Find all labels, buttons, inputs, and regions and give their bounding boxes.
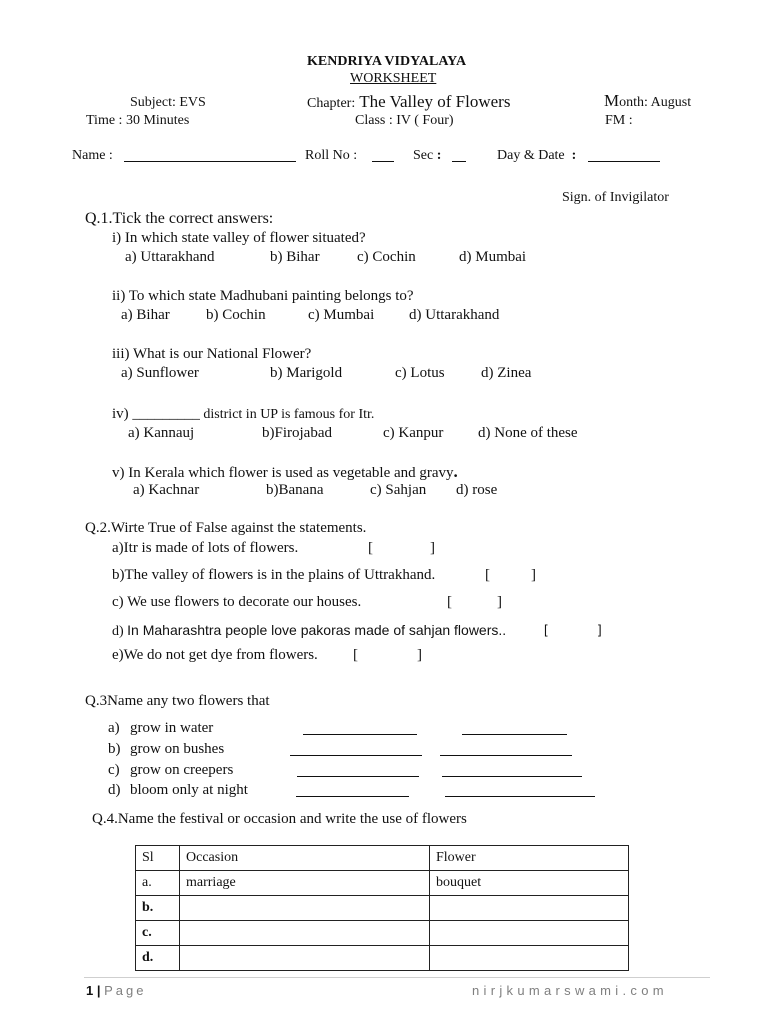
q3-item-text: bloom only at night [130, 782, 248, 798]
table-row [136, 896, 629, 921]
table-cell-flower[interactable] [430, 946, 629, 971]
q2-statement: b)The valley of flowers is in the plains of Uttrakhand. [112, 567, 436, 583]
q3-answer-blank[interactable] [297, 764, 419, 777]
q3-answer-blank[interactable] [445, 784, 595, 797]
table-cell-sl: d. [136, 946, 180, 971]
sec-field[interactable] [452, 148, 466, 162]
table-cell-flower[interactable]: bouquet [430, 871, 629, 896]
q2-bracket-close: ] [598, 622, 602, 637]
q1-question-text: v) In Kerala which flower is used as vegetable and gravy [112, 465, 454, 481]
q3-item-text: grow on creepers [130, 762, 234, 778]
q2-statement-label: d) [112, 624, 128, 639]
q2-bracket-open: [ [353, 647, 358, 663]
q3-answer-blank[interactable] [442, 764, 582, 777]
q1-option[interactable]: d) Uttarakhand [409, 307, 500, 323]
roll-label: Roll No : [305, 148, 358, 163]
q2-answer-box[interactable] [378, 540, 430, 558]
q1-question-rest: district in UP is famous for Itr. [199, 407, 375, 422]
subject: Subject: EVS [130, 95, 206, 110]
roll-field[interactable] [372, 148, 394, 162]
name-field[interactable] [124, 148, 296, 162]
q1-question [112, 405, 374, 423]
q1-option[interactable]: d) rose [456, 482, 498, 498]
worksheet-title: WORKSHEET [350, 71, 437, 86]
page-footer [86, 983, 146, 998]
q1-option[interactable]: b) Cochin [206, 307, 266, 323]
q2-heading: Q.2.Wirte True of False against the statements. [85, 520, 367, 536]
q2-bracket-close: ] [417, 647, 422, 663]
q1-heading: Q.1.Tick the correct answers: [85, 210, 274, 227]
day-date-label [497, 148, 576, 164]
q4-heading: Q.4.Name the festival or occasion and write the use of flowers [92, 811, 467, 827]
table-cell-sl: b. [136, 896, 180, 921]
q1-option[interactable]: a) Kachnar [133, 482, 200, 498]
q3-answer-blank[interactable] [462, 722, 567, 735]
q1-option[interactable]: a) Sunflower [121, 365, 199, 381]
q2-bracket-open: [ [447, 594, 452, 610]
sec-label [413, 148, 441, 164]
q3-heading: Q.3Name any two flowers that [85, 693, 270, 709]
table-cell-occasion[interactable] [180, 921, 430, 946]
q1-option[interactable]: b)Firojabad [262, 425, 332, 441]
chapter [307, 92, 510, 112]
table-cell-occasion[interactable] [180, 896, 430, 921]
q3-item-label: c) [108, 762, 120, 778]
q1-question-prefix: iv) _________ [112, 406, 200, 422]
q2-statement: e)We do not get dye from flowers. [112, 647, 318, 663]
q3-item-label: a) [108, 720, 120, 736]
q1-option[interactable]: b) Bihar [270, 249, 320, 265]
q2-bracket-close: ] [430, 540, 435, 556]
q1-option[interactable]: a) Uttarakhand [125, 249, 215, 265]
month-initial: M [604, 91, 620, 110]
q1-option[interactable]: b) Marigold [270, 365, 343, 381]
q2-bracket-open: [ [368, 540, 373, 556]
q1-question [112, 462, 458, 482]
q1-option[interactable]: b)Banana [266, 482, 324, 498]
table-cell-occasion[interactable] [180, 946, 430, 971]
invigilator-sign-label: Sign. of Invigilator [562, 190, 669, 205]
q2-statement [112, 622, 506, 640]
q1-option[interactable]: c) Cochin [357, 249, 416, 265]
chapter-title: The Valley of Flowers [359, 92, 511, 111]
table-cell-flower[interactable] [430, 921, 629, 946]
q1-option[interactable]: d) None of these [478, 425, 578, 441]
day-date-label-text: Day & Date [497, 148, 565, 163]
table-cell-flower[interactable] [430, 896, 629, 921]
class: Class : IV ( Four) [355, 113, 454, 128]
q3-item-label: b) [108, 741, 121, 757]
q1-question: iii) What is our National Flower? [112, 346, 312, 362]
month-value: onth: August [619, 95, 692, 110]
q2-answer-box[interactable] [552, 622, 598, 640]
q1-question: i) In which state valley of flower situated? [112, 230, 366, 246]
name-label: Name : [72, 148, 113, 163]
q2-statement: c) We use flowers to decorate our houses. [112, 594, 362, 610]
day-date-colon: : [571, 148, 577, 163]
q1-question-end: . [453, 462, 458, 481]
q2-bracket-open: [ [485, 567, 490, 583]
q1-option[interactable]: a) Bihar [121, 307, 170, 323]
table-row [136, 921, 629, 946]
q1-option[interactable]: c) Mumbai [308, 307, 375, 323]
table-row [136, 871, 629, 896]
q2-statement: a)Itr is made of lots of flowers. [112, 540, 299, 556]
table-header-row [136, 846, 629, 871]
full-marks: FM : [605, 113, 633, 128]
month [604, 91, 691, 111]
q2-answer-box[interactable] [495, 567, 531, 585]
sec-colon: : [436, 148, 442, 163]
footer-divider [84, 977, 710, 978]
q1-option[interactable]: d) Mumbai [459, 249, 527, 265]
site-name: nirjkumarswami.com [472, 983, 668, 998]
q3-answer-blank[interactable] [296, 784, 409, 797]
page-separator: | [93, 983, 105, 998]
q2-bracket-close: ] [531, 567, 536, 583]
q3-answer-blank[interactable] [290, 743, 422, 756]
chapter-label: Chapter: [307, 96, 356, 111]
q2-bracket-close: ] [497, 594, 502, 610]
q1-option[interactable]: c) Sahjan [370, 482, 427, 498]
school-name: KENDRIYA VIDYALAYA [307, 54, 467, 69]
q3-answer-blank[interactable] [440, 743, 572, 756]
table-cell-sl: c. [136, 921, 180, 946]
q2-bracket-open: [ [544, 622, 548, 637]
q1-option[interactable]: c) Kanpur [383, 425, 444, 441]
q3-item-text: grow in water [130, 720, 214, 736]
q2-answer-box[interactable] [457, 594, 497, 612]
q3-item-label: d) [108, 782, 121, 798]
table-cell-sl: a. [136, 871, 180, 896]
table-header-sl: Sl [136, 846, 180, 871]
occasion-table [135, 845, 629, 971]
q1-option[interactable]: a) Kannauj [128, 425, 195, 441]
sec-label-text: Sec [413, 148, 434, 163]
q1-option[interactable]: c) Lotus [395, 365, 445, 381]
q1-question: ii) To which state Madhubani painting belongs to? [112, 288, 414, 304]
q3-item-text: grow on bushes [130, 741, 225, 757]
table-row [136, 946, 629, 971]
day-date-field[interactable] [588, 148, 660, 162]
page-label: Page [104, 983, 147, 998]
q2-statement-text: In Maharashtra people love pakoras made of sahjan flowers.. [127, 622, 507, 638]
q3-answer-blank[interactable] [303, 722, 417, 735]
table-cell-occasion[interactable]: marriage [180, 871, 430, 896]
table-header-occasion: Occasion [180, 846, 430, 871]
page-number: 1 [86, 983, 94, 998]
q2-answer-box[interactable] [363, 647, 417, 665]
time: Time : 30 Minutes [86, 113, 190, 128]
table-header-flower: Flower [430, 846, 629, 871]
q1-option[interactable]: d) Zinea [481, 365, 532, 381]
